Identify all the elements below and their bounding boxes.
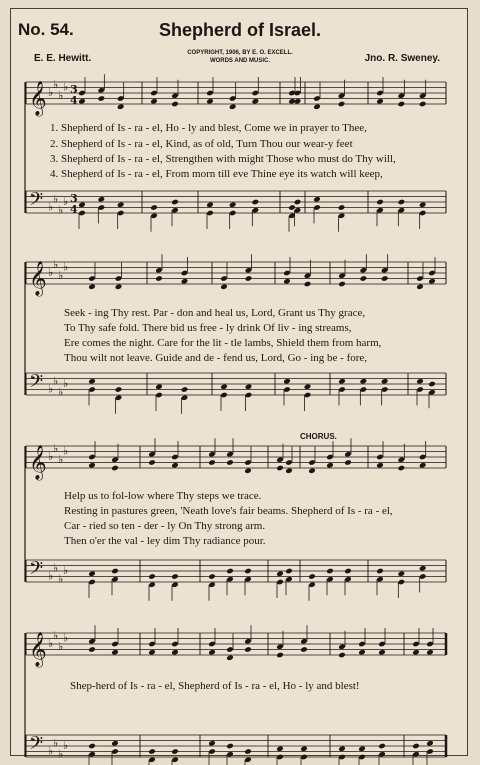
composer: Jno. R. Sweney. xyxy=(364,53,440,64)
note-head xyxy=(245,275,253,282)
flat-icon: ♭ xyxy=(58,88,64,102)
note-head xyxy=(378,743,386,750)
flat-icon: ♭ xyxy=(53,192,59,206)
note-head xyxy=(171,748,179,755)
note-head xyxy=(226,654,234,661)
note-head xyxy=(338,204,346,211)
note-head xyxy=(376,462,384,469)
note-head xyxy=(208,459,216,466)
flat-icon: ♭ xyxy=(48,637,54,650)
note-head xyxy=(381,275,389,282)
note-head xyxy=(358,649,366,656)
note-head xyxy=(98,95,106,102)
lyric-line: Then o'er the val - ley dim Thy radiance pour. xyxy=(64,535,266,547)
note-head xyxy=(300,745,308,752)
chorus-label: CHORUS. xyxy=(300,432,337,441)
note-head xyxy=(148,573,156,580)
note-head xyxy=(171,649,179,656)
lyric-line: Thou wilt not leave. Guide and de - fend us, Lord, Go - ing be - fore, xyxy=(64,352,368,364)
note-head xyxy=(412,743,420,750)
note-head xyxy=(426,740,434,747)
note-head xyxy=(338,101,346,108)
bass-clef-icon: 𝄢 xyxy=(29,189,44,215)
note-head xyxy=(338,281,346,288)
note-head xyxy=(181,386,189,393)
note-head xyxy=(245,383,253,390)
note-head xyxy=(181,278,189,285)
note-head xyxy=(111,465,119,472)
note-head xyxy=(426,649,434,656)
note-head xyxy=(419,565,427,572)
lyric-line: 3. Shepherd of Is - ra - el, Strengthen with might Those who must do Thy will, xyxy=(50,153,396,165)
note-head xyxy=(419,201,427,208)
treble-clef-icon: 𝄞 xyxy=(29,81,47,116)
note-head xyxy=(338,378,346,385)
treble-clef-icon: 𝄞 xyxy=(29,445,47,480)
note-head xyxy=(338,652,346,659)
note-head xyxy=(171,573,179,580)
flat-icon: ♭ xyxy=(53,561,59,575)
note-head xyxy=(220,383,228,390)
flat-icon: ♭ xyxy=(63,739,69,752)
flat-icon: ♭ xyxy=(58,639,64,653)
note-head xyxy=(276,570,284,577)
note-head xyxy=(300,646,308,653)
note-head xyxy=(88,378,96,385)
note-head xyxy=(378,649,386,656)
flat-icon: ♭ xyxy=(53,374,59,388)
flat-icon: ♭ xyxy=(58,268,64,282)
note-head xyxy=(155,383,163,390)
note-head xyxy=(428,278,436,285)
note-head xyxy=(111,649,119,656)
note-head xyxy=(150,204,158,211)
flat-icon: ♭ xyxy=(58,747,64,761)
note-head xyxy=(115,283,123,290)
flat-icon: ♭ xyxy=(53,77,59,91)
note-head xyxy=(148,649,156,656)
note-head xyxy=(88,743,96,750)
flat-icon: ♭ xyxy=(58,572,64,586)
note-head xyxy=(338,745,346,752)
note-head xyxy=(308,467,316,474)
note-head xyxy=(285,467,293,474)
note-head xyxy=(244,467,252,474)
note-head xyxy=(117,201,125,208)
flat-icon: ♭ xyxy=(63,444,69,458)
note-head xyxy=(206,201,214,208)
lyric-line: Shep-herd of Is - ra - el, Shepherd of Is - ra - el, Ho - ly and blest! xyxy=(70,680,360,692)
note-head xyxy=(276,745,284,752)
note-head xyxy=(88,283,96,290)
note-head xyxy=(208,740,216,747)
note-head xyxy=(294,98,302,105)
flat-icon: ♭ xyxy=(63,260,69,274)
note-head xyxy=(283,378,291,385)
note-head xyxy=(358,745,366,752)
flat-icon: ♭ xyxy=(58,385,64,399)
copyright-line-2: WORDS AND MUSIC. xyxy=(209,58,271,64)
flat-icon: ♭ xyxy=(48,382,54,396)
bass-clef-icon: 𝄢 xyxy=(29,371,44,397)
note-head xyxy=(220,283,228,290)
note-head xyxy=(304,383,312,390)
note-head xyxy=(428,381,436,388)
note-head xyxy=(229,103,237,110)
flat-icon: ♭ xyxy=(58,203,64,217)
note-head xyxy=(252,98,260,105)
hymn-title: Shepherd of Israel. xyxy=(158,20,322,40)
note-head xyxy=(111,740,119,747)
lyric-line: 4. Shepherd of Is - ra - el, From morn till eve Thine eye its watch will keep, xyxy=(50,168,383,180)
lyric-line: To Thy safe fold. There bid us free - ly drink Of liv - ing streams, xyxy=(64,322,352,334)
note-head xyxy=(88,570,96,577)
note-head xyxy=(304,281,312,288)
note-head xyxy=(226,459,234,466)
note-head xyxy=(171,462,179,469)
time-signature-bottom: 4 xyxy=(70,94,78,107)
note-head xyxy=(344,568,352,575)
bass-clef-icon: 𝄢 xyxy=(29,733,44,759)
flat-icon: ♭ xyxy=(63,195,69,208)
note-head xyxy=(171,101,179,108)
lyric-line: Ere comes the night. Care for the lit - tle lambs, Shield them from harm, xyxy=(64,337,382,349)
note-head xyxy=(360,275,368,282)
note-head xyxy=(283,278,291,285)
note-head xyxy=(276,652,284,659)
flat-icon: ♭ xyxy=(48,86,54,99)
note-head xyxy=(308,573,316,580)
treble-clef-icon: 𝄞 xyxy=(29,632,47,667)
note-head xyxy=(206,98,214,105)
time-signature-top: 3 xyxy=(70,83,78,96)
note-head xyxy=(88,462,96,469)
note-head xyxy=(419,462,427,469)
flat-icon: ♭ xyxy=(63,631,69,645)
note-head xyxy=(416,378,424,385)
note-head xyxy=(117,103,125,110)
note-head xyxy=(229,201,237,208)
copyright-notice xyxy=(150,49,330,65)
flat-icon: ♭ xyxy=(48,200,54,214)
flat-icon: ♭ xyxy=(58,452,64,466)
note-head xyxy=(115,386,123,393)
note-head xyxy=(150,98,158,105)
lyric-line: 1. Shepherd of Is - ra - el, Ho - ly and blest, Come we in prayer to Thee, xyxy=(50,122,367,134)
note-head xyxy=(208,573,216,580)
bass-clef-icon: 𝄢 xyxy=(29,558,44,584)
note-head xyxy=(148,459,156,466)
note-head xyxy=(326,568,334,575)
lyric-line: Help us to fol-low where Thy steps we trace. xyxy=(64,490,262,502)
flat-icon: ♭ xyxy=(53,736,59,750)
note-head xyxy=(244,748,252,755)
note-head xyxy=(398,465,406,472)
note-head xyxy=(326,462,334,469)
note-head xyxy=(313,196,321,203)
time-signature-bottom: 4 xyxy=(70,203,78,216)
lyric-line: 2. Shepherd of Is - ra - el, Kind, as of old, Turn Thou our wear-y feet xyxy=(50,138,353,150)
note-head xyxy=(398,101,406,108)
flat-icon: ♭ xyxy=(48,569,54,583)
note-head xyxy=(226,568,234,575)
note-head xyxy=(155,275,163,282)
flat-icon: ♭ xyxy=(63,564,69,577)
note-head xyxy=(226,743,234,750)
note-head xyxy=(148,748,156,755)
flat-icon: ♭ xyxy=(53,441,59,455)
note-head xyxy=(419,101,427,108)
lyricist: E. E. Hewitt. xyxy=(34,53,92,64)
note-head xyxy=(171,199,179,206)
note-head xyxy=(294,199,302,206)
note-head xyxy=(376,199,384,206)
hymn-number: No. 54. xyxy=(18,20,74,39)
flat-icon: ♭ xyxy=(63,80,69,94)
note-head xyxy=(98,196,106,203)
lyric-line: Seek - ing Thy rest. Par - don and heal us, Lord, Grant us Thy grace, xyxy=(64,307,366,319)
note-head xyxy=(398,570,406,577)
flat-icon: ♭ xyxy=(48,450,54,463)
note-head xyxy=(381,378,389,385)
note-head xyxy=(78,98,86,105)
flat-icon: ♭ xyxy=(53,628,59,642)
lyric-line: Car - ried so ten - der - ly On Thy strong arm. xyxy=(64,520,266,532)
treble-clef-icon: 𝄞 xyxy=(29,261,47,296)
note-head xyxy=(208,649,216,656)
note-head xyxy=(276,465,284,472)
note-head xyxy=(344,459,352,466)
note-head xyxy=(252,199,260,206)
flat-icon: ♭ xyxy=(48,266,54,279)
flat-icon: ♭ xyxy=(53,257,59,271)
note-head xyxy=(285,568,293,575)
note-head xyxy=(313,103,321,110)
note-head xyxy=(360,378,368,385)
flat-icon: ♭ xyxy=(63,377,69,390)
note-head xyxy=(398,199,406,206)
note-head xyxy=(412,649,420,656)
note-head xyxy=(416,283,424,290)
flat-icon: ♭ xyxy=(48,744,54,758)
note-head xyxy=(376,98,384,105)
time-signature-top: 3 xyxy=(70,192,78,205)
copyright-line-1: COPYRIGHT, 1906, BY E. O. EXCELL. xyxy=(187,50,293,56)
note-head xyxy=(78,201,86,208)
note-head xyxy=(111,568,119,575)
note-head xyxy=(244,568,252,575)
note-head xyxy=(88,646,96,653)
note-head xyxy=(376,568,384,575)
lyric-line: Resting in pastures green, 'Neath love's fair beams. Shepherd of Is - ra - el, xyxy=(64,505,393,517)
note-head xyxy=(244,646,252,653)
